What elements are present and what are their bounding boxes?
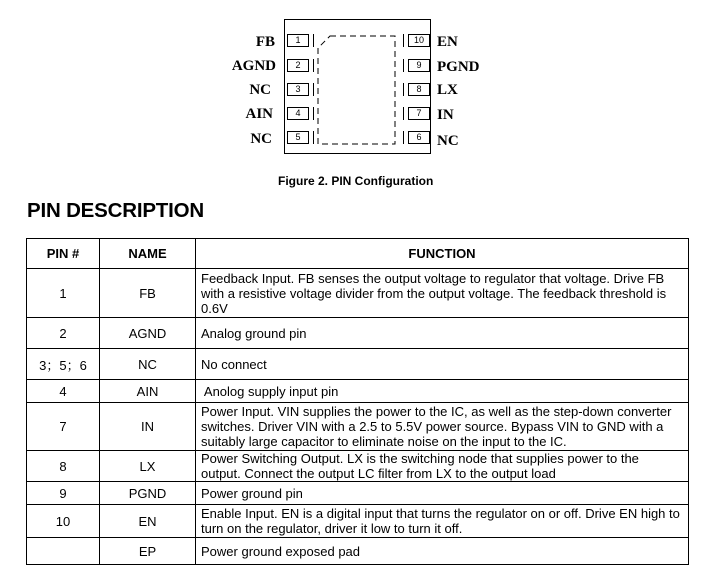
pin-pad-9: 9 <box>408 59 430 72</box>
pin-cell: 4 <box>27 380 100 403</box>
table-row <box>27 318 689 349</box>
header-name: NAME <box>100 239 196 269</box>
function-cell: Power Switching Output. LX is the switching node that supplies power to the output. Connect the output LC filter from LX to the output load <box>196 451 689 482</box>
table-header-row <box>27 239 689 269</box>
pin-configuration-diagram <box>0 0 710 200</box>
function-cell: Enable Input. EN is a digital input that turns the regulator on or off. Drive EN high to turn on the regulator, driver it low to turn it off. <box>196 505 689 538</box>
pin-pad-7: 7 <box>408 107 430 120</box>
table-row <box>27 269 689 318</box>
pin-label-right-10: EN <box>437 34 458 50</box>
table-row <box>27 451 689 482</box>
name-cell: NC <box>100 349 196 380</box>
function-cell: Analog ground pin <box>196 318 689 349</box>
header-function: FUNCTION <box>196 239 689 269</box>
pin-label-right-8: LX <box>437 82 458 98</box>
pin-cell: 2 <box>27 318 100 349</box>
function-cell: No connect <box>196 349 689 380</box>
pin-label-right-9: PGND <box>437 59 480 75</box>
exposed-pad-outline <box>0 0 710 200</box>
pin-label-left-3: NC <box>249 82 271 98</box>
function-cell: Power Input. VIN supplies the power to the IC, as well as the step-down converter switches. Driver VIN with a 2.5 to 5.5V power source. Bypass VIN to GND with a suitably large capacitor to eliminate noise on the input to the IC. <box>196 403 689 451</box>
name-cell: IN <box>100 403 196 451</box>
pin-pad-5: 5 <box>287 131 309 144</box>
pin-pad-8: 8 <box>408 83 430 96</box>
table-row <box>27 538 689 565</box>
name-cell: AGND <box>100 318 196 349</box>
pin-cell: 8 <box>27 451 100 482</box>
pin-pad-2: 2 <box>287 59 309 72</box>
pin-pad-3: 3 <box>287 83 309 96</box>
function-cell: Power ground pin <box>196 482 689 505</box>
name-cell: EN <box>100 505 196 538</box>
pin-cell <box>27 538 100 565</box>
pin-cell: 10 <box>27 505 100 538</box>
pin-pad-10: 10 <box>408 34 430 47</box>
pin-cell: 9 <box>27 482 100 505</box>
figure-caption: Figure 2. PIN Configuration <box>278 174 434 188</box>
pin-pad-1: 1 <box>287 34 309 47</box>
pin-label-right-6: NC <box>437 133 459 149</box>
name-cell: FB <box>100 269 196 318</box>
pin-cell: 1 <box>27 269 100 318</box>
name-cell: LX <box>100 451 196 482</box>
table-row <box>27 349 689 380</box>
table-row <box>27 505 689 538</box>
table-row <box>27 403 689 451</box>
pin-pad-6: 6 <box>408 131 430 144</box>
pin-pad-4: 4 <box>287 107 309 120</box>
pin-label-left-2: AGND <box>231 58 276 74</box>
pin-label-left-1: FB <box>255 34 275 50</box>
header-pin: PIN # <box>27 239 100 269</box>
function-cell: Anolog supply input pin <box>196 380 689 403</box>
pin-label-left-4: AIN <box>245 106 273 122</box>
pin-cell: 7 <box>27 403 100 451</box>
pin-cell: 3；5；6 <box>27 349 100 380</box>
name-cell: AIN <box>100 380 196 403</box>
table-row <box>27 482 689 505</box>
pin-label-left-5: NC <box>250 131 272 147</box>
name-cell: EP <box>100 538 196 565</box>
function-cell: Feedback Input. FB senses the output voltage to regulator that voltage. Drive FB with a resistive voltage divider from the output voltage. The feedback threshold is 0.6V <box>196 269 689 318</box>
pin-description-table <box>26 238 689 565</box>
pin-label-right-7: IN <box>437 107 454 123</box>
name-cell: PGND <box>100 482 196 505</box>
section-title: PIN DESCRIPTION <box>27 199 204 222</box>
function-cell: Power ground exposed pad <box>196 538 689 565</box>
table-row <box>27 380 689 403</box>
